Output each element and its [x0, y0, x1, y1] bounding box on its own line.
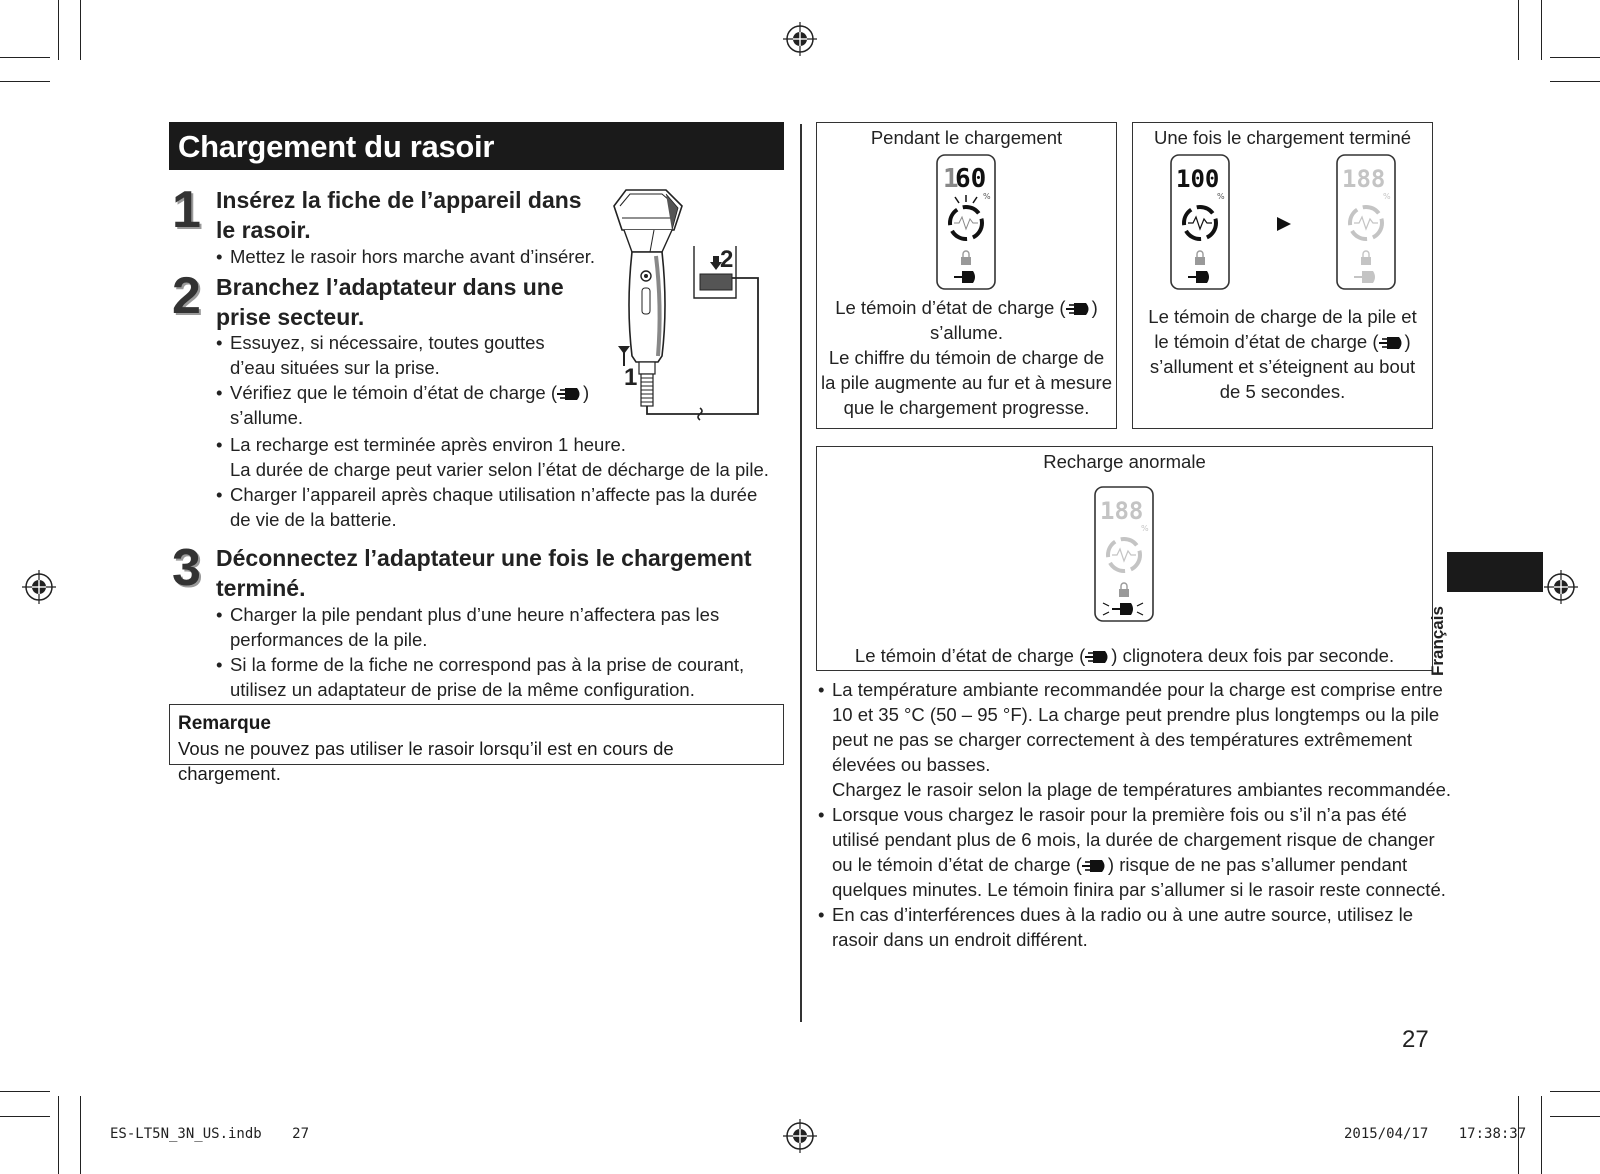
panel-text-line: )	[1404, 331, 1411, 352]
panel-caption: Recharge anormale	[1043, 451, 1206, 472]
column-divider	[800, 124, 802, 1022]
panel-abnormal-charge	[816, 446, 1433, 671]
crop-mark	[1541, 0, 1542, 60]
charge-status-plug-icon	[1082, 859, 1108, 873]
bullet-text: Essuyez, si nécessaire, toutes gouttes	[230, 332, 545, 353]
panel-caption: Une fois le chargement terminé	[1153, 127, 1412, 148]
note-text: rasoir dans un endroit différent.	[832, 929, 1088, 950]
panel-text-line: ) clignotera deux fois par seconde.	[1111, 645, 1395, 666]
panel-text-line: que le chargement progresse.	[843, 397, 1090, 418]
note-item: • Lorsque vous chargez le rasoir pour la première fois ou s’il n’a pas été utilisé pendant plus de 6 mois, la durée de chargement risque de changer ou le témoin d’état de charge ( ) risque de ne pas s’allumer pendant quelques minutes. Le témoin finira par s’allumer si le rasoir reste connecté.	[818, 804, 1446, 900]
crop-mark	[1518, 0, 1519, 60]
note-item: • La température ambiante recommandée pour la charge est comprise entre 10 et 35 °C (50 – 95 °F). La charge peut prendre plus longtemps ou la pile peut ne pas se charger correctement à des températures extrêmement élevées ou basses. Chargez le rasoir selon la plage de températures ambiantes recommandée.	[818, 679, 1452, 800]
panel-text	[817, 643, 1432, 668]
crop-mark	[1550, 57, 1600, 58]
bullet-item: • Vérifiez que le témoin d’état de charge ( ) s’allume.	[216, 382, 590, 428]
crop-mark	[80, 0, 81, 60]
crop-mark	[80, 1096, 81, 1174]
panel-charge-complete	[1132, 122, 1433, 429]
note-text: Chargez le rasoir selon la plage de températures ambiantes recommandée.	[832, 779, 1452, 800]
panel-text	[1133, 304, 1432, 404]
language-tab-bar	[1447, 552, 1543, 592]
bullet-text: Charger l’appareil après chaque utilisation n’affecte pas la durée	[230, 484, 758, 505]
figure-label: 2	[720, 246, 734, 273]
bullet-item: • La recharge est terminée après environ 1 heure. La durée de charge peut varier selon l’état de décharge de la pile.	[216, 434, 769, 480]
panel-caption: Pendant le chargement	[870, 127, 1063, 148]
note-text: Lorsque vous chargez le rasoir pour la première fois ou s’il n’a pas été	[832, 804, 1407, 825]
footer-filename: ES-LT5N_3N_US.indb	[110, 1126, 262, 1142]
crop-mark	[0, 1091, 50, 1092]
panel-text-line: Le chiffre du témoin de charge de	[828, 347, 1105, 368]
bullet-text: d’eau situées sur la prise.	[230, 357, 440, 378]
crop-mark	[1550, 1091, 1600, 1092]
page-number: 27	[1402, 1026, 1429, 1053]
percent-sign: %	[983, 192, 991, 201]
bullet-text: Charger la pile pendant plus d’une heure n’affectera pas les	[230, 604, 720, 625]
step-title-line: Branchez l’adaptateur dans une	[216, 274, 564, 300]
percent-sign: %	[1141, 524, 1149, 533]
charge-display-full-icon	[1169, 153, 1231, 291]
registration-mark-icon	[783, 1119, 817, 1153]
note-text: utilisé pendant plus de 6 mois, la durée de chargement risque de changer	[832, 829, 1435, 850]
step-title-line: le rasoir.	[216, 217, 311, 243]
registration-mark-icon	[783, 22, 817, 56]
percent-sign: %	[1383, 192, 1391, 201]
bullet-item: • Charger la pile pendant plus d’une heure n’affectera pas les performances de la pile.	[216, 604, 720, 650]
charge-display-icon	[935, 153, 997, 291]
step-title-line: prise secteur.	[216, 304, 365, 330]
step-title-line: Déconnectez l’adaptateur une fois le chargement	[216, 545, 752, 571]
display-digits: 100	[1176, 165, 1220, 193]
percent-sign: %	[1217, 192, 1225, 201]
bullet-text: Vérifiez que le témoin d’état de charge (	[230, 382, 558, 403]
svg-text:1: 1	[943, 164, 959, 194]
figure-label: 1	[624, 364, 638, 391]
display-digits: 188	[1100, 497, 1144, 525]
charge-display-blinking-icon	[1093, 485, 1155, 625]
bullet-item: • Essuyez, si nécessaire, toutes gouttes d’eau situées sur la prise.	[216, 332, 545, 378]
bullet-item: • Si la forme de la fiche ne correspond pas à la prise de courant, utilisez un adaptateur de prise de la même configuration.	[216, 654, 745, 700]
footer-date: 2015/04/17	[1344, 1126, 1429, 1142]
registration-mark-icon	[1544, 570, 1578, 604]
bullet-text: utilisez un adaptateur de prise de la même configuration.	[230, 679, 695, 700]
charge-status-plug-icon	[1066, 302, 1092, 316]
crop-mark	[58, 0, 59, 60]
registration-mark-icon	[22, 570, 56, 604]
footer-time: 17:38:37	[1458, 1126, 1527, 1142]
bullet-item: • Charger l’appareil après chaque utilisation n’affecte pas la durée de vie de la batterie.	[216, 484, 758, 530]
step-title-line: terminé.	[216, 575, 306, 601]
bullet-text: performances de la pile.	[230, 629, 428, 650]
crop-mark	[1541, 1096, 1542, 1174]
panel-text-line: Le témoin d’état de charge (	[854, 645, 1086, 666]
step-number: 1	[172, 181, 201, 239]
panel-text-line: Le témoin de charge de la pile et	[1148, 306, 1417, 327]
language-tab-label: Français	[1428, 606, 1447, 676]
bullet-text: Si la forme de la fiche ne correspond pas à la prise de courant,	[230, 654, 745, 675]
step-title	[216, 185, 582, 245]
crop-mark	[1550, 1116, 1600, 1117]
bullet-text: )	[583, 382, 590, 403]
panel-text-line: de 5 secondes.	[1219, 381, 1346, 402]
remark-title: Remarque	[178, 713, 271, 734]
crop-mark	[0, 57, 50, 58]
note-text: La température ambiante recommandée pour la charge est comprise entre	[832, 679, 1443, 700]
note-text: ) risque de ne pas s’allumer pendant	[1107, 854, 1408, 875]
footer-file-page: 27	[292, 1126, 310, 1142]
bullet-text: La durée de charge peut varier selon l’état de décharge de la pile.	[230, 459, 769, 480]
crop-mark	[0, 81, 50, 82]
step-number: 3	[172, 539, 201, 597]
note-text: ou le témoin d’état de charge (	[832, 854, 1082, 875]
panel-text-line: s’allument et s’éteignent au bout	[1149, 356, 1416, 377]
bullet-text: Mettez le rasoir hors marche avant d’insérer.	[230, 246, 596, 267]
charge-display-off-icon	[1335, 153, 1397, 291]
crop-mark	[0, 1116, 50, 1117]
panel-text-line: s’allume.	[930, 322, 1003, 343]
charge-status-plug-icon	[1379, 336, 1405, 350]
note-item: • En cas d’interférences dues à la radio ou à une autre source, utilisez le rasoir dans un endroit différent.	[818, 904, 1414, 950]
step-title-line: Insérez la fiche de l’appareil dans	[216, 187, 582, 213]
footer-file	[110, 1126, 309, 1142]
panel-text-line: la pile augmente au fur et à mesure	[820, 372, 1113, 393]
panel-text-line: )	[1091, 297, 1098, 318]
charge-status-plug-icon	[1085, 650, 1111, 664]
panel-text	[817, 295, 1116, 420]
crop-mark	[1550, 81, 1600, 82]
bullet-text: de vie de la batterie.	[230, 509, 397, 530]
panel-charging	[816, 122, 1117, 429]
note-text: élevées ou basses.	[832, 754, 991, 775]
charge-status-plug-icon	[557, 387, 583, 401]
step-number: 2	[172, 267, 201, 325]
note-text: peut ne pas se charger correctement à des températures extrêmement	[832, 729, 1412, 750]
panel-text-line: Le témoin d’état de charge (	[835, 297, 1066, 318]
bullet-item: • Mettez le rasoir hors marche avant d’insérer.	[216, 246, 596, 267]
note-text: En cas d’interférences dues à la radio ou à une autre source, utilisez le	[832, 904, 1414, 925]
arrow-right-icon	[1275, 215, 1293, 233]
step-title	[216, 543, 752, 603]
footer-timestamp	[1344, 1126, 1526, 1142]
panel-text-line: le témoin d’état de charge (	[1154, 331, 1379, 352]
bullet-text: La recharge est terminée après environ 1 heure.	[230, 434, 626, 455]
bullet-text: s’allume.	[230, 407, 303, 428]
note-text: 10 et 35 °C (50 – 95 °F). La charge peut prendre plus longtemps ou la pile	[832, 704, 1440, 725]
note-text: quelques minutes. Le témoin finira par s’allumer si le rasoir reste connecté.	[832, 879, 1446, 900]
remark-body: Vous ne pouvez pas utiliser le rasoir lorsqu’il est en cours de chargement.	[178, 738, 674, 784]
display-digits: 60	[955, 164, 987, 194]
display-digits: 188	[1342, 165, 1386, 193]
page-title: Chargement du rasoir	[169, 122, 784, 170]
step-title	[216, 272, 564, 332]
crop-mark	[58, 1096, 59, 1174]
remark-box	[169, 704, 784, 784]
